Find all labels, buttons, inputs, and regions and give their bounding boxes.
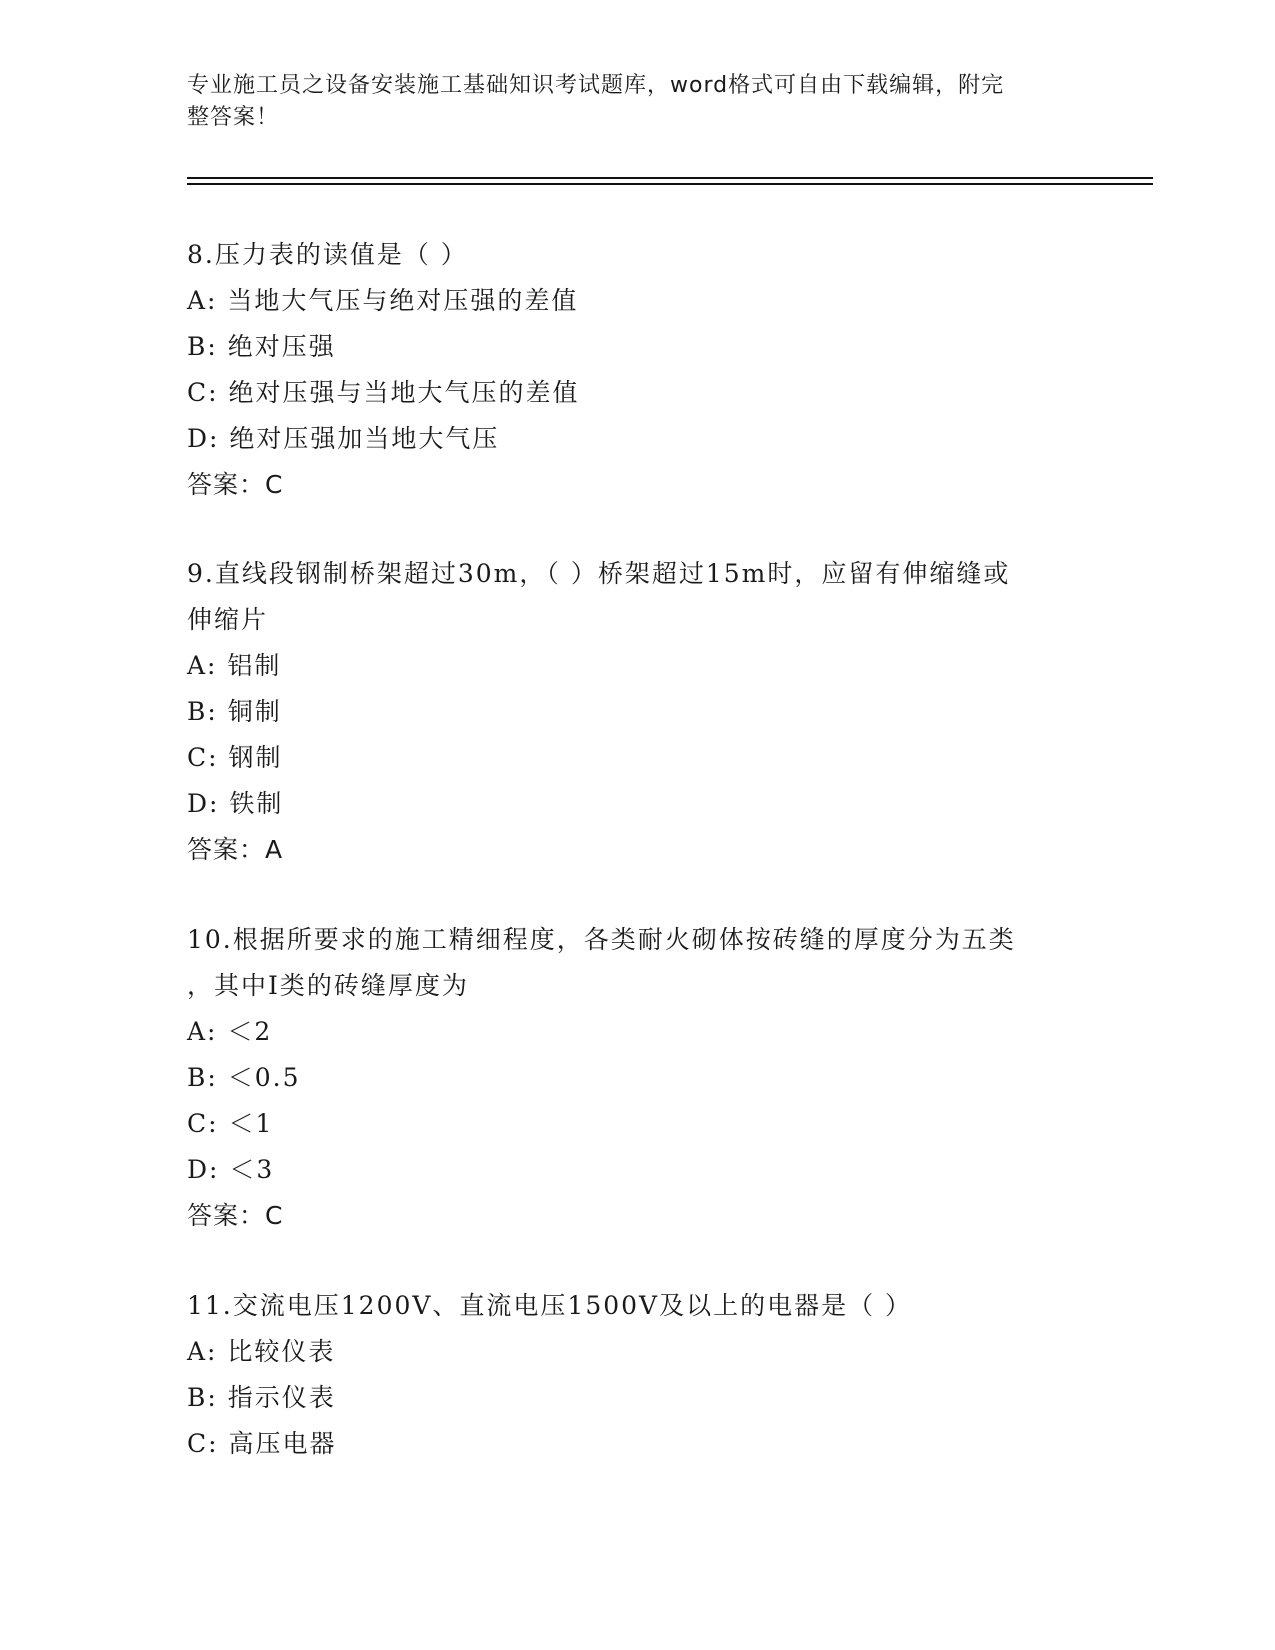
question-stem: 10.根据所要求的施工精细程度，各类耐火砌体按砖缝的厚度分为五类 [187,925,1016,954]
question-11 [187,1283,1087,1467]
option-d: D: ＜3 [187,1155,275,1184]
option-a: A: ＜2 [187,1017,273,1046]
option-c: C: ＜1 [187,1109,274,1138]
option-a: A: 当地大气压与绝对压强的差值 [187,286,579,315]
option-d: D: 绝对压强加当地大气压 [187,424,500,453]
question-stem-continued: 伸缩片 [187,605,269,634]
option-c: C: 高压电器 [187,1429,337,1458]
divider-line-bottom [187,183,1153,185]
answer-line: 答案：A [187,835,284,864]
header-line-2: 整答案！ [187,105,280,130]
question-stem-continued: ，其中Ⅰ类的砖缝厚度为 [187,971,469,1000]
document-header [187,70,1067,134]
question-9 [187,551,1087,873]
question-10 [187,917,1087,1239]
option-b: B: 指示仪表 [187,1383,336,1412]
option-a: A: 比较仪表 [187,1337,336,1366]
option-d: D: 铁制 [187,789,284,818]
question-stem: 9.直线段钢制桥架超过30m，（ ）桥架超过15m时，应留有伸缩缝或 [187,559,1011,588]
option-c: C: 绝对压强与当地大气压的差值 [187,378,580,407]
question-8 [187,232,1087,508]
option-b: B: 铜制 [187,697,282,726]
divider-line-top [187,177,1153,179]
answer-line: 答案：C [187,1201,284,1230]
header-line-1: 专业施工员之设备安装施工基础知识考试题库，word格式可自由下载编辑，附完 [187,73,1005,98]
option-a: A: 铝制 [187,651,282,680]
option-b: B: ＜0.5 [187,1063,301,1092]
option-c: C: 钢制 [187,743,283,772]
answer-line: 答案：C [187,470,284,499]
option-b: B: 绝对压强 [187,332,336,361]
question-stem: 8.压力表的读值是（ ） [187,240,468,269]
question-stem: 11.交流电压1200V、直流电压1500V及以上的电器是（ ） [187,1291,913,1320]
